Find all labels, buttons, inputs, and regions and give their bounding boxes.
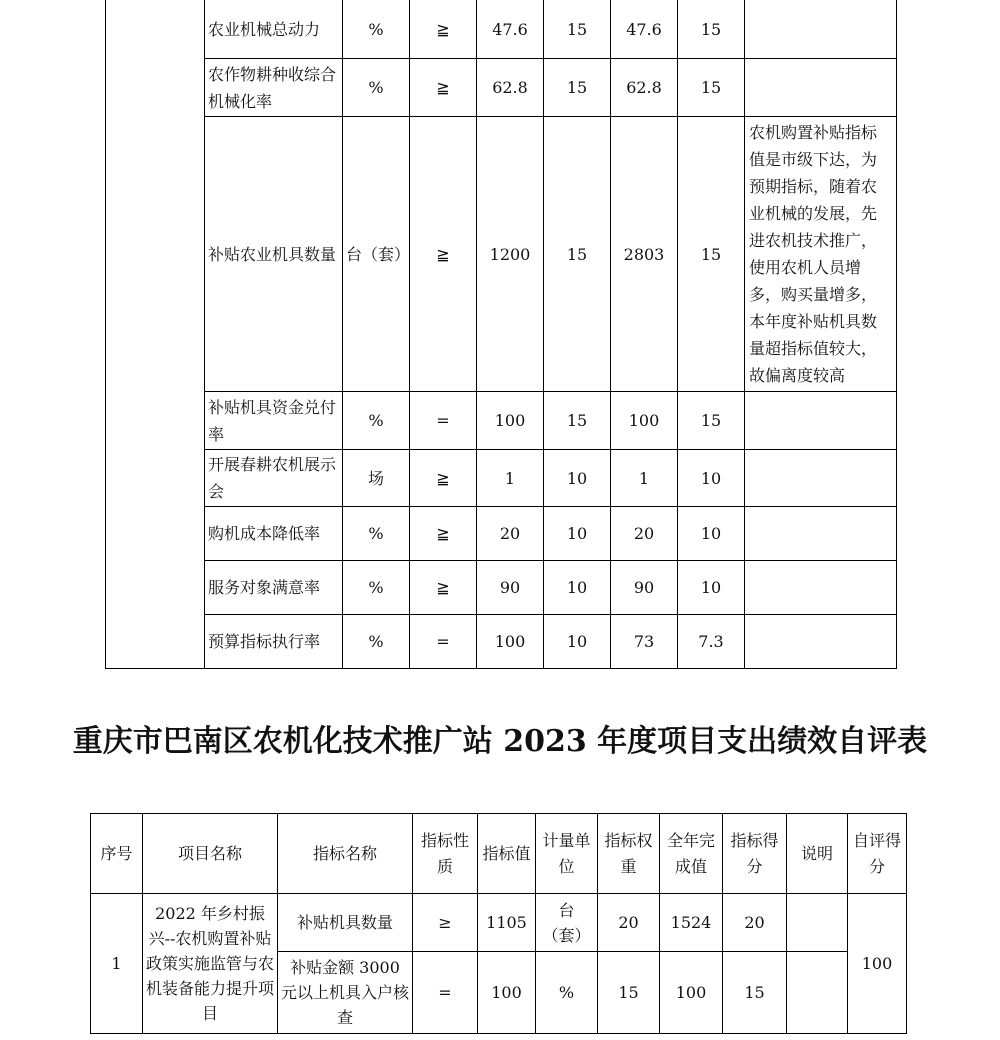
- note-cell: [787, 952, 848, 1034]
- column-header: 指标名称: [278, 814, 413, 894]
- document-title: 重庆市巴南区农机化技术推广站 2023 年度项目支出绩效自评表: [72, 724, 928, 759]
- note-cell: [745, 59, 897, 117]
- target-cell: 20: [477, 507, 544, 561]
- actual-cell: 1: [611, 450, 678, 507]
- table-row: [91, 894, 907, 952]
- column-header: 指标得分: [723, 814, 787, 894]
- indicator-name: 购机成本降低率: [205, 507, 343, 561]
- indicator-name: 服务对象满意率: [205, 561, 343, 615]
- score-cell: 15: [678, 392, 745, 450]
- unit-cell: 台（套）: [343, 117, 410, 392]
- target-cell: 100: [478, 952, 536, 1034]
- table-row: [106, 507, 897, 561]
- actual-cell: 20: [611, 507, 678, 561]
- column-header: 指标值: [478, 814, 536, 894]
- score-cell: 10: [678, 450, 745, 507]
- indicator-name: 补贴机具数量: [278, 894, 413, 952]
- performance-indicator-table: [105, 0, 897, 669]
- column-header: 计量单位: [536, 814, 598, 894]
- operator-cell: ≧: [410, 450, 477, 507]
- score-cell: 10: [678, 561, 745, 615]
- indicator-name: 补贴农业机具数量: [205, 117, 343, 392]
- table-row: [106, 561, 897, 615]
- weight-cell: 15: [598, 952, 660, 1034]
- self-score-cell: 100: [848, 894, 907, 1034]
- indicator-name: 补贴金额 3000 元以上机具入户核查: [278, 952, 413, 1034]
- unit-cell: 场: [343, 450, 410, 507]
- operator-cell: =: [410, 392, 477, 450]
- table-row: [106, 59, 897, 117]
- target-cell: 1: [477, 450, 544, 507]
- indicator-name: 预算指标执行率: [205, 615, 343, 669]
- sequence-cell: 1: [91, 894, 143, 1034]
- column-header: 序号: [91, 814, 143, 894]
- score-cell: 15: [678, 0, 745, 59]
- score-cell: 10: [678, 507, 745, 561]
- table-row: [106, 615, 897, 669]
- weight-cell: 20: [598, 894, 660, 952]
- unit-cell: %: [343, 392, 410, 450]
- column-header: 说明: [787, 814, 848, 894]
- operator-cell: ≧: [410, 0, 477, 59]
- note-cell: [787, 894, 848, 952]
- column-header: 指标权重: [598, 814, 660, 894]
- indicator-name: 农作物耕种收综合机械化率: [205, 59, 343, 117]
- table-row: [106, 0, 897, 59]
- column-header: 全年完成值: [660, 814, 723, 894]
- target-cell: 90: [477, 561, 544, 615]
- unit-cell: %: [343, 561, 410, 615]
- weight-cell: 10: [544, 507, 611, 561]
- actual-cell: 100: [611, 392, 678, 450]
- unit-cell: %: [343, 59, 410, 117]
- operator-cell: ≧: [410, 561, 477, 615]
- target-cell: 62.8: [477, 59, 544, 117]
- operator-cell: ≥: [413, 894, 478, 952]
- note-cell: [745, 392, 897, 450]
- unit-cell: 台（套）: [536, 894, 598, 952]
- operator-cell: =: [410, 615, 477, 669]
- project-name-cell: 2022 年乡村振兴--农机购置补贴政策实施监管与农机装备能力提升项目: [143, 894, 278, 1034]
- weight-cell: 15: [544, 392, 611, 450]
- deviation-note: 农机购置补贴指标值是市级下达，为预期指标，随着农业机械的发展，先进农机技术推广，使用农机人员增多，购买量增多，本年度补贴机具数量超指标值较大，故偏离度较高: [745, 117, 897, 392]
- indicator-name: 补贴机具资金兑付率: [205, 392, 343, 450]
- weight-cell: 15: [544, 59, 611, 117]
- indicator-name: 农业机械总动力: [205, 0, 343, 59]
- actual-cell: 73: [611, 615, 678, 669]
- header-row: [91, 814, 907, 894]
- operator-cell: =: [413, 952, 478, 1034]
- indicator-name: 开展春耕农机展示会: [205, 450, 343, 507]
- actual-cell: 1524: [660, 894, 723, 952]
- operator-cell: ≧: [410, 117, 477, 392]
- target-cell: 1105: [478, 894, 536, 952]
- score-cell: 15: [678, 59, 745, 117]
- column-header: 指标性质: [413, 814, 478, 894]
- weight-cell: 10: [544, 450, 611, 507]
- score-cell: 20: [723, 894, 787, 952]
- note-cell: [745, 561, 897, 615]
- unit-cell: %: [343, 507, 410, 561]
- unit-cell: %: [343, 0, 410, 59]
- weight-cell: 15: [544, 0, 611, 59]
- unit-cell: %: [536, 952, 598, 1034]
- table-row: [106, 450, 897, 507]
- target-cell: 1200: [477, 117, 544, 392]
- note-cell: [745, 0, 897, 59]
- weight-cell: 15: [544, 117, 611, 392]
- score-cell: 15: [678, 117, 745, 392]
- actual-cell: 100: [660, 952, 723, 1034]
- category-cell: [106, 0, 205, 669]
- actual-cell: 90: [611, 561, 678, 615]
- table-row: [106, 392, 897, 450]
- note-cell: [745, 615, 897, 669]
- note-cell: [745, 450, 897, 507]
- unit-cell: %: [343, 615, 410, 669]
- actual-cell: 47.6: [611, 0, 678, 59]
- target-cell: 100: [477, 392, 544, 450]
- table-row: [106, 117, 897, 392]
- column-header: 项目名称: [143, 814, 278, 894]
- weight-cell: 10: [544, 561, 611, 615]
- operator-cell: ≧: [410, 59, 477, 117]
- score-cell: 7.3: [678, 615, 745, 669]
- actual-cell: 2803: [611, 117, 678, 392]
- score-cell: 15: [723, 952, 787, 1034]
- operator-cell: ≧: [410, 507, 477, 561]
- column-header: 自评得分: [848, 814, 907, 894]
- self-evaluation-table: [90, 813, 907, 1034]
- weight-cell: 10: [544, 615, 611, 669]
- note-cell: [745, 507, 897, 561]
- target-cell: 47.6: [477, 0, 544, 59]
- actual-cell: 62.8: [611, 59, 678, 117]
- target-cell: 100: [477, 615, 544, 669]
